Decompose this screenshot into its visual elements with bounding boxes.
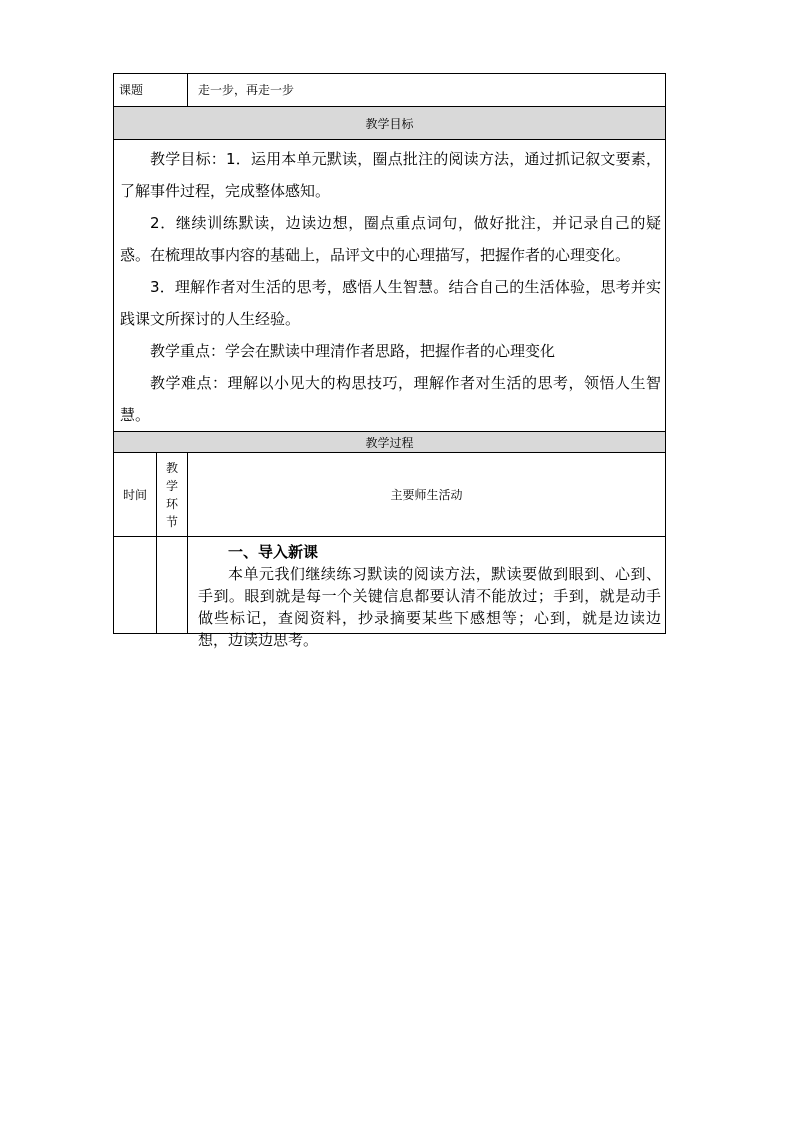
- objective-paragraph-1: 教学目标：1．运用本单元默读，圈点批注的阅读方法，通过抓记叙文要素，了解事件过程，完成整体感知。: [120, 150, 661, 200]
- activity-text: 本单元我们继续练习默读的阅读方法，默读要做到眼到、心到、手到。眼到就是每一个关键信息都要认清不能放过；手到，就是动手做些标记，查阅资料，抄录摘要某些下感想等；心到，就是边读边想，边读边思考。: [198, 565, 661, 649]
- process-row-activity: [188, 537, 666, 649]
- process-row-time: [114, 537, 157, 634]
- objectives-section-title: 教学目标: [114, 107, 666, 140]
- objective-paragraph-2: 2．继续训练默读，边读边想，圈点重点词句，做好批注，并记录自己的疑惑。在梳理故事内容的基础上，品评文中的心理描写，把握作者的心理变化。: [120, 214, 661, 264]
- process-column-header-row: [114, 453, 666, 537]
- column-header-stage: [157, 453, 188, 537]
- process-header-row: [114, 432, 666, 453]
- process-section-title: 教学过程: [114, 432, 666, 453]
- objective-paragraph-3: 3．理解作者对生活的思考，感悟人生智慧。结合自己的生活体验，思考并实践课文所探讨的人生经验。: [120, 278, 661, 328]
- key-point-paragraph: 教学重点：学会在默读中理清作者思路，把握作者的心理变化: [150, 342, 556, 360]
- column-header-time: 时间: [114, 453, 157, 537]
- difficulty-paragraph: 教学难点：理解以小见大的构思技巧，理解作者对生活的思考，领悟人生智慧。: [120, 374, 661, 424]
- activity-heading: 一、导入新课: [228, 543, 319, 561]
- topic-label: 课题: [114, 74, 188, 107]
- lesson-plan-table: [113, 73, 666, 649]
- topic-value: 走一步，再走一步: [188, 74, 666, 107]
- process-row: [114, 537, 666, 634]
- process-row-stage: [157, 537, 188, 634]
- topic-row: [114, 74, 666, 107]
- objectives-row: [114, 140, 666, 432]
- objectives-header-row: [114, 107, 666, 140]
- objectives-content: [114, 140, 666, 432]
- column-header-stage-text: 教学环节: [165, 460, 178, 529]
- activity-content-clip: [198, 541, 661, 649]
- column-header-activity: 主要师生活动: [188, 453, 666, 537]
